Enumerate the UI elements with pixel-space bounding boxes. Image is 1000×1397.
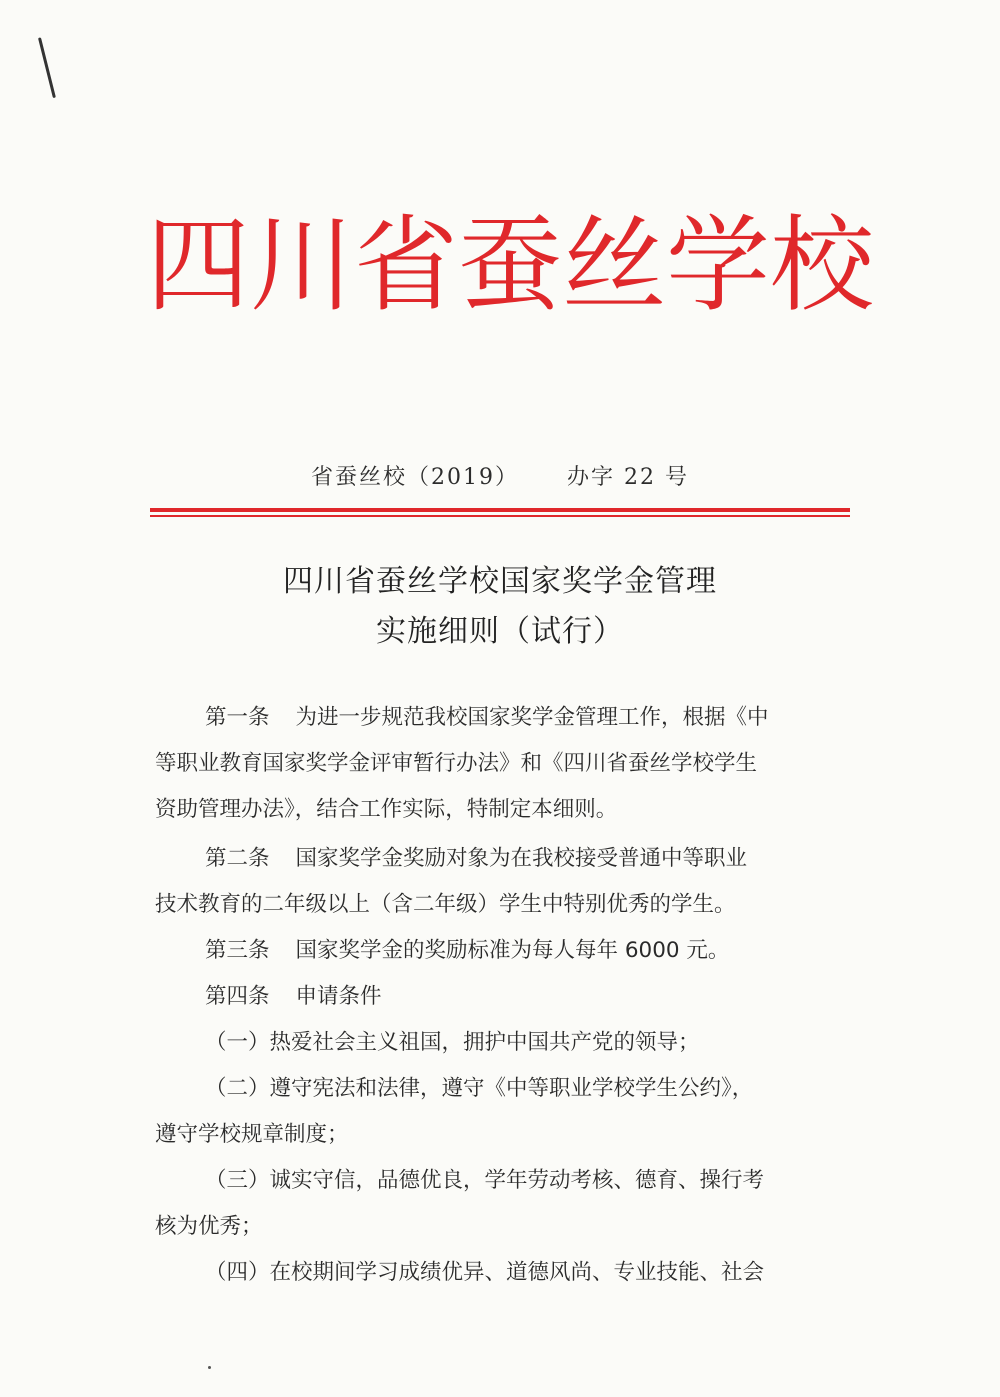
condition-1-line-1: （一）热爱社会主义祖国，拥护中国共产党的领导； bbox=[205, 1030, 700, 1055]
article-text: 申请条件 bbox=[295, 984, 382, 1009]
article-1-line-3: 资助管理办法》，结合工作实际，特制定本细则。 bbox=[155, 797, 618, 822]
condition-3-line-2: 核为优秀； bbox=[155, 1214, 263, 1239]
condition-3-line-1: （三）诚实守信，品德优良，学年劳动考核、德育、操行考 bbox=[205, 1168, 765, 1193]
article-text: 国家奖学金奖励对象为在我校接受普通中等职业 bbox=[295, 846, 748, 871]
article-label: 第四条 bbox=[205, 984, 270, 1009]
article-4-line-1 bbox=[205, 981, 382, 1013]
red-divider-thin bbox=[150, 515, 850, 517]
condition-2-line-2: 遵守学校规章制度； bbox=[155, 1122, 349, 1147]
article-2-line-2: 技术教育的二年级以上（含二年级）学生中特别优秀的学生。 bbox=[155, 892, 736, 917]
article-text: 为进一步规范我校国家奖学金管理工作，根据《中 bbox=[295, 705, 769, 730]
article-1-line-2: 等职业教育国家奖学金评审暂行办法》和《四川省蚕丝学校学生 bbox=[155, 751, 758, 776]
scan-pen-mark bbox=[38, 37, 56, 98]
article-label: 第二条 bbox=[205, 846, 270, 871]
article-label: 第一条 bbox=[205, 705, 270, 730]
article-1-line-1 bbox=[205, 702, 769, 734]
condition-4-line-1: （四）在校期间学习成绩优异、道德风尚、专业技能、社会 bbox=[205, 1260, 765, 1285]
red-divider-thick bbox=[150, 508, 850, 512]
masthead-school-name: 四川省蚕丝学校 bbox=[146, 204, 875, 326]
article-3-line-1 bbox=[205, 935, 729, 967]
document-title-line-1: 四川省蚕丝学校国家奖学金管理 bbox=[283, 564, 717, 599]
condition-2-line-1: （二）遵守宪法和法律，遵守《中等职业学校学生公约》， bbox=[205, 1076, 754, 1101]
document-number-prefix: 省蚕丝校（2019） bbox=[311, 465, 519, 490]
document-number bbox=[0, 463, 1000, 493]
document-title-line-2: 实施细则（试行） bbox=[376, 614, 624, 649]
article-label: 第三条 bbox=[205, 938, 270, 963]
scan-speck bbox=[208, 1366, 211, 1369]
article-text: 国家奖学金的奖励标准为每人每年 6000 元。 bbox=[295, 938, 730, 963]
article-2-line-1 bbox=[205, 843, 747, 875]
document-number-suffix: 办字 22 号 bbox=[567, 465, 689, 490]
